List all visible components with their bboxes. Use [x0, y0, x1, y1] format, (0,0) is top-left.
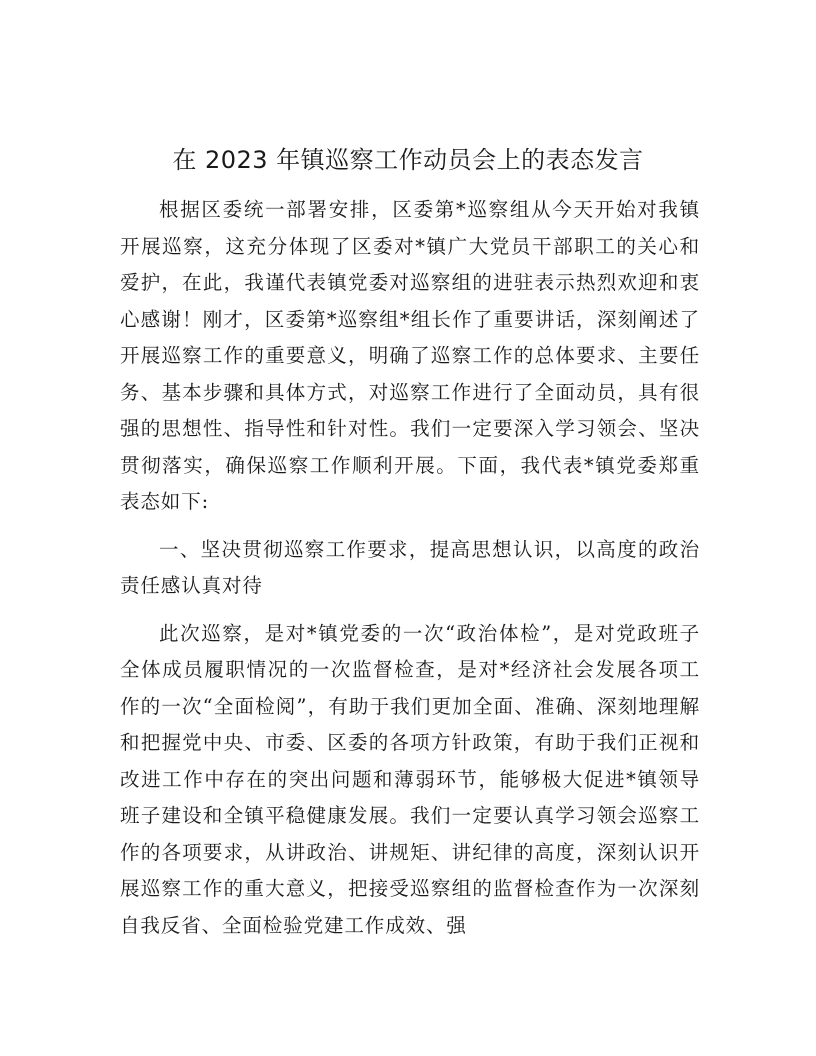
paragraph-intro: 根据区委统一部署安排，区委第*巡察组从今天开始对我镇开展巡察，这充分体现了区委对*镇广大党员干部职工的关心和爱护，在此，我谨代表镇党委对巡察组的进驻表示热烈欢迎和衷心感谢！刚才，区委第*巡察组*组长作了重要讲话，深刻阐述了开展巡察工作的重要意义，明确了巡察工作的总体要求、主要任务、基本步骤和具体方式，对巡察工作进行了全面动员，具有很强的思想性、指导性和针对性。我们一定要深入学习领会、坚决贯彻落实，确保巡察工作顺利开展。下面，我代表*镇党委郑重表态如下:: [120, 198, 700, 513]
section-heading-1: 一、坚决贯彻巡察工作要求，提高思想认识，以高度的政治责任感认真对待: [120, 537, 700, 597]
document-body: [120, 192, 700, 955]
document-title: 在 2023 年镇巡察工作动员会上的表态发言: [172, 146, 644, 174]
paragraph-section-1: 此次巡察，是对*镇党委的一次“政治体检”，是对党政班子全体成员履职情况的一次监督检查，是对*经济社会发展各项工作的一次“全面检阅”，有助于我们更加全面、准确、深刻地理解和把握党中央、市委、区委的各项方针政策，有助于我们正视和改进工作中存在的突出问题和薄弱环节，能够极大促进*镇领导班子建设和全镇平稳健康发展。我们一定要认真学习领会巡察工作的各项要求，从讲政治、讲规矩、讲纪律的高度，深刻认识开展巡察工作的重大意义，把接受巡察组的监督检查作为一次深刻自我反省、全面检验党建工作成效、强: [120, 621, 700, 937]
